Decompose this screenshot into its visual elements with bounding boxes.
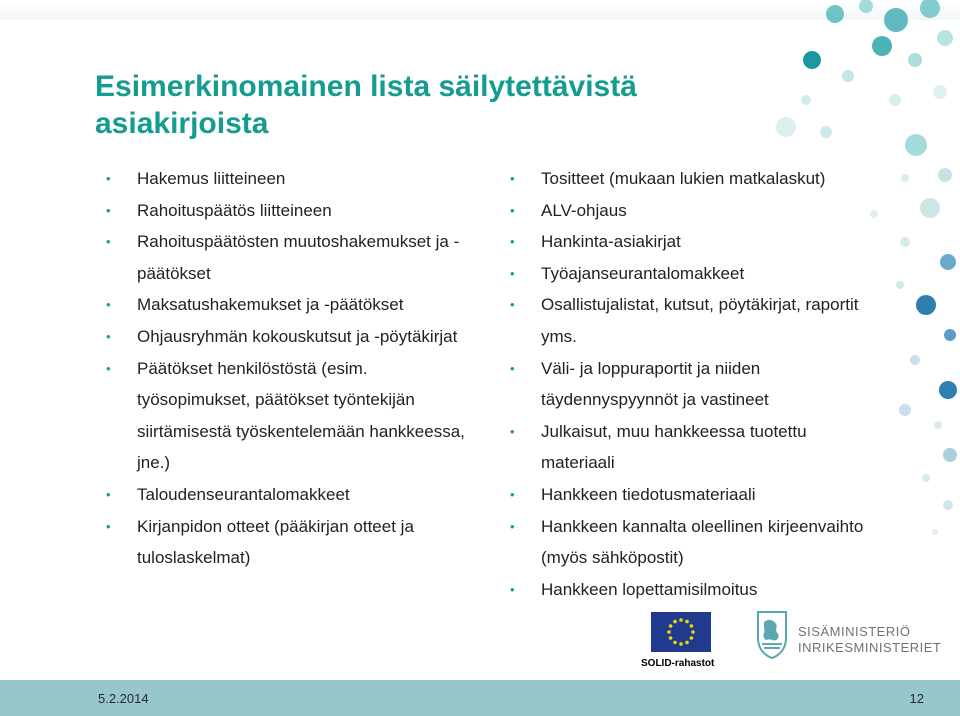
right-bullet-list	[541, 163, 911, 605]
top-band	[0, 0, 960, 20]
eu-star	[673, 641, 677, 645]
list-item-text: tuloslaskelmat)	[137, 548, 251, 568]
list-item-text: päätökset	[137, 263, 211, 283]
list-item	[541, 511, 911, 574]
title-line: asiakirjoista	[95, 107, 269, 140]
ministry-line: SISÄMINISTERIÖ	[798, 624, 911, 639]
list-item-text: • Työajanseurantalomakkeet	[541, 263, 745, 283]
slide-title	[95, 68, 735, 142]
list-item-text: • Rahoituspäätösten muutoshakemukset ja -	[137, 232, 460, 252]
ministry-line: INRIKESMINISTERIET	[798, 640, 942, 655]
list-item-text: (myös sähköpostit)	[541, 548, 684, 568]
list-item	[541, 289, 911, 352]
list-item-text: • ALV-ohjaus	[541, 200, 627, 220]
eu-star	[669, 624, 673, 628]
eu-star	[667, 630, 671, 634]
page-number: 12	[909, 691, 924, 706]
list-item	[541, 163, 911, 195]
list-item-text: • Hakemus liitteineen	[137, 169, 286, 188]
list-item-text: • Hankkeen tiedotusmateriaali	[541, 484, 756, 504]
list-item	[137, 321, 507, 353]
list-item	[541, 258, 911, 290]
ministry-logo-text	[798, 624, 941, 656]
solid-label: SOLID-rahastot	[641, 658, 715, 669]
finnish-lion-icon	[750, 608, 794, 660]
list-item-text: täydennyspyynnöt ja vastineet	[541, 390, 769, 410]
list-item	[137, 195, 507, 227]
list-item-text: • Osallistujalistat, kutsut, pöytäkirjat, raportit	[541, 295, 859, 315]
eu-star	[691, 630, 695, 634]
footer-bar	[0, 680, 960, 716]
eu-star	[669, 636, 673, 640]
list-item	[541, 479, 911, 511]
eu-star	[690, 624, 694, 628]
list-item-text: materiaali	[541, 453, 615, 473]
list-item-text: • Kirjanpidon otteet (pääkirjan otteet ja	[137, 516, 414, 536]
list-item	[137, 511, 507, 574]
list-item-text: työsopimukset, päätökset työntekijän	[137, 390, 415, 410]
eu-star	[679, 618, 683, 622]
eu-star	[685, 641, 689, 645]
list-item-text: • Tositteet (mukaan lukien matkalaskut)	[541, 169, 826, 188]
footer-date: 5.2.2014	[98, 691, 149, 706]
list-item-text: • Taloudenseurantalomakkeet	[137, 484, 350, 504]
list-item-text: • Rahoituspäätös liitteineen	[137, 200, 332, 220]
list-item	[137, 479, 507, 511]
list-item	[541, 226, 911, 258]
list-item-text: • Ohjausryhmän kokouskutsut ja -pöytäkirjat	[137, 326, 458, 346]
eu-star	[690, 636, 694, 640]
list-item-text: • Hankkeen kannalta oleellinen kirjeenvaihto	[541, 516, 864, 536]
eu-star	[673, 620, 677, 624]
eu-star	[679, 642, 683, 646]
left-bullet-list	[137, 163, 507, 574]
list-item	[137, 353, 507, 479]
eu-star	[685, 620, 689, 624]
list-item-text: • Julkaisut, muu hankkeessa tuotettu	[541, 421, 807, 441]
list-item-text: jne.)	[137, 453, 171, 473]
list-item-text: • Maksatushakemukset ja -päätökset	[137, 295, 404, 315]
list-item	[137, 226, 507, 289]
list-item	[137, 163, 507, 195]
list-item	[541, 195, 911, 227]
list-item	[541, 353, 911, 416]
list-item-text: • Väli- ja loppuraportit ja niiden	[541, 358, 761, 378]
list-item	[137, 289, 507, 321]
list-item-text: • Hankinta-asiakirjat	[541, 232, 681, 252]
list-item-text: siirtämisestä työskentelemään hankkeessa,	[137, 421, 465, 441]
list-item-text: • Hankkeen lopettamisilmoitus	[541, 579, 758, 599]
list-item-text: yms.	[541, 326, 577, 346]
list-item	[541, 416, 911, 479]
list-item-text: • Päätökset henkilöstöstä (esim.	[137, 358, 368, 378]
list-item	[541, 574, 911, 606]
eu-flag-icon	[651, 612, 711, 652]
title-line: Esimerkinomainen lista säilytettävistä	[95, 70, 637, 103]
